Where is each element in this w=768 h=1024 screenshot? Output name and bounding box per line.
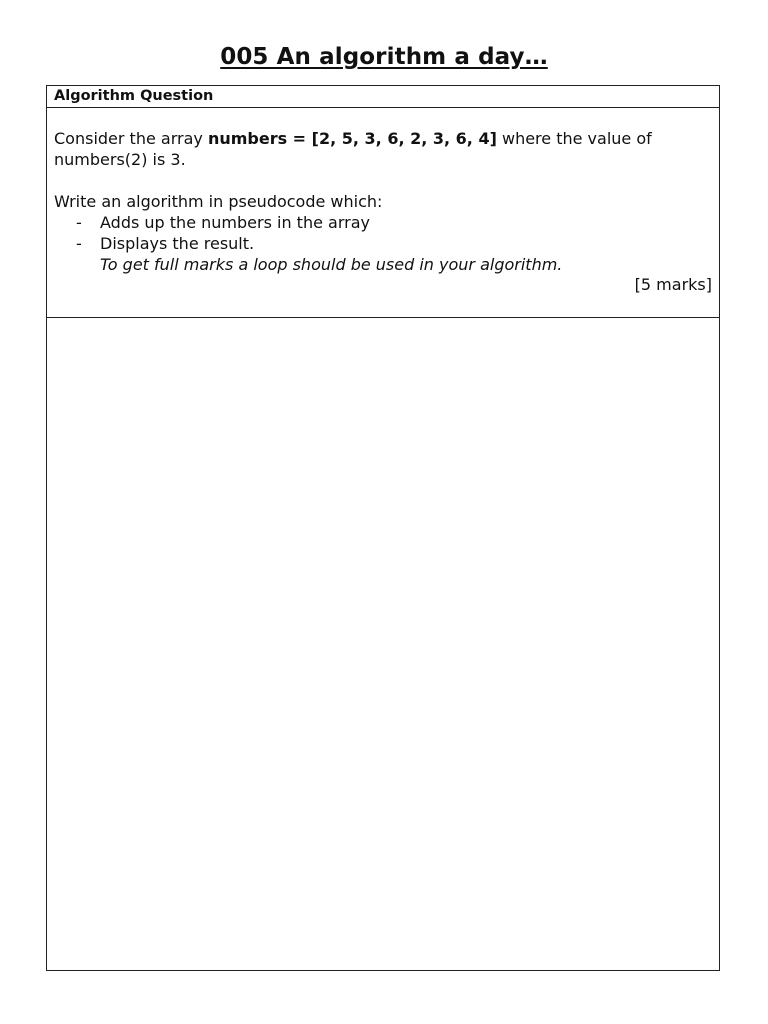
page-title: 005 An algorithm a day… <box>220 44 548 70</box>
intro-line-2: numbers(2) is 3. <box>54 150 186 169</box>
bullet-item-display: Displays the result. <box>100 234 255 253</box>
intro-line <box>54 128 652 149</box>
answer-area[interactable] <box>47 318 719 970</box>
array-definition: numbers = [2, 5, 3, 6, 2, 3, 6, 4] <box>207 129 497 148</box>
question-table <box>46 85 720 971</box>
bullet-marker: - <box>76 234 82 253</box>
marks-label: [5 marks] <box>634 275 712 294</box>
task-line: Write an algorithm in pseudocode which: <box>54 192 383 211</box>
full-marks-note: To get full marks a loop should be used in your algorithm. <box>100 255 563 274</box>
bullet-item-sum: Adds up the numbers in the array <box>100 213 370 232</box>
question-cell <box>47 108 719 318</box>
bullet-marker: - <box>76 213 82 232</box>
table-header: Algorithm Question <box>47 86 719 108</box>
intro-prefix: Consider the array <box>54 129 208 148</box>
intro-suffix: where the value of <box>496 129 652 148</box>
